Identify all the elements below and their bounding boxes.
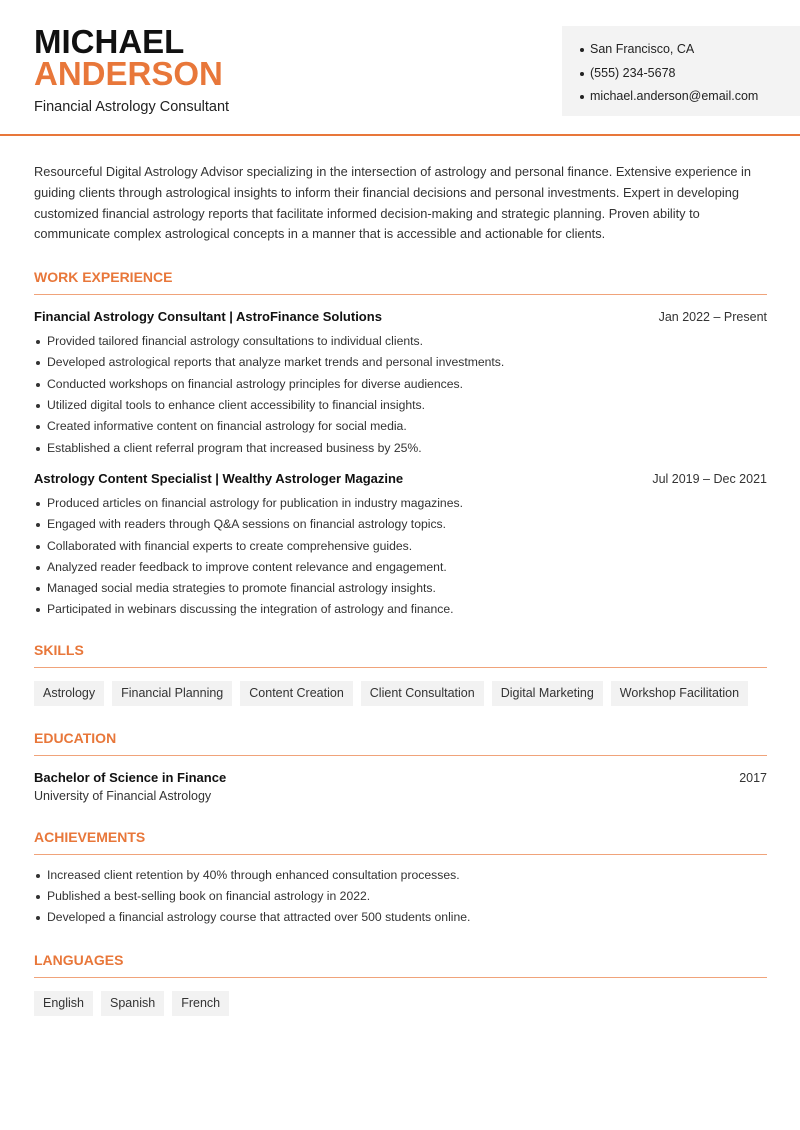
- skill-chip: Content Creation: [240, 681, 353, 706]
- skill-chip: Workshop Facilitation: [611, 681, 748, 706]
- job-dates: Jan 2022 – Present: [658, 310, 767, 325]
- skills-section: [34, 642, 767, 706]
- list-item: Conducted workshops on financial astrology principles for diverse audiences.: [34, 374, 767, 395]
- language-chip: English: [34, 991, 93, 1016]
- list-item: Utilized digital tools to enhance client accessibility to financial insights.: [34, 395, 767, 416]
- skill-chip: Client Consultation: [361, 681, 484, 706]
- section-title-skills: SKILLS: [34, 642, 767, 668]
- section-title-languages: LANGUAGES: [34, 952, 767, 978]
- school-name: University of Financial Astrology: [34, 788, 212, 803]
- skills-chips: [34, 681, 767, 706]
- skill-chip: Astrology: [34, 681, 104, 706]
- language-chip: French: [172, 991, 229, 1016]
- list-item: Established a client referral program that increased business by 25%.: [34, 438, 767, 459]
- achievement-bullets: [34, 865, 767, 929]
- job-entry: [34, 309, 767, 459]
- skill-chip: Digital Marketing: [492, 681, 603, 706]
- work-experience-section: [34, 269, 767, 621]
- list-item: Created informative content on financial astrology for social media.: [34, 416, 767, 437]
- list-item: Provided tailored financial astrology consultations to individual clients.: [34, 331, 767, 352]
- resume-header: [0, 0, 800, 136]
- job-role: Astrology Content Specialist | Wealthy Astrologer Magazine: [34, 470, 404, 486]
- section-title-achievements: ACHIEVEMENTS: [34, 829, 767, 855]
- list-item: Collaborated with financial experts to create comprehensive guides.: [34, 536, 767, 557]
- summary-paragraph: Resourceful Digital Astrology Advisor specializing in the intersection of astrology and personal finance. Extensive experience in guiding clients through astrological insights to inform their financial decisions and personal investments. Expert in developing customized financial astrology reports that facilitate informed decision-making and strategic planning. Proven ability to communicate complex astrological concepts in a manner that is accessible and actionable for clients.: [34, 164, 752, 242]
- languages-section: [34, 952, 767, 1016]
- list-item: Developed astrological reports that analyze market trends and personal investments.: [34, 352, 767, 373]
- skill-chip: Financial Planning: [112, 681, 232, 706]
- section-title-education: EDUCATION: [34, 730, 767, 756]
- job-bullets: [34, 493, 767, 621]
- achievements-section: [34, 829, 767, 929]
- list-item: Analyzed reader feedback to improve content relevance and engagement.: [34, 557, 767, 578]
- education-section: [34, 730, 767, 803]
- last-name: ANDERSON: [34, 55, 223, 92]
- contact-phone: (555) 234-5678: [580, 62, 800, 86]
- list-item: Published a best-selling book on financial astrology in 2022.: [34, 886, 767, 907]
- job-bullets: [34, 331, 767, 459]
- list-item: Engaged with readers through Q&A sessions on financial astrology topics.: [34, 514, 767, 535]
- contact-box: [562, 26, 800, 116]
- list-item: Increased client retention by 40% through enhanced consultation processes.: [34, 865, 767, 886]
- list-item: Participated in webinars discussing the integration of astrology and finance.: [34, 599, 767, 620]
- resume-body: [34, 162, 767, 1016]
- degree: Bachelor of Science in Finance: [34, 769, 227, 785]
- graduation-year: 2017: [739, 770, 767, 785]
- job-role: Financial Astrology Consultant | AstroFinance Solutions: [34, 309, 382, 325]
- job-entry: [34, 471, 767, 621]
- job-dates: Jul 2019 – Dec 2021: [652, 471, 767, 486]
- section-title-work: WORK EXPERIENCE: [34, 269, 767, 295]
- list-item: Managed social media strategies to promote financial astrology insights.: [34, 578, 767, 599]
- language-chips: [34, 991, 767, 1016]
- contact-email[interactable]: michael.anderson@email.com: [580, 85, 800, 109]
- list-item: Produced articles on financial astrology for publication in industry magazines.: [34, 493, 767, 514]
- first-name: MICHAEL: [34, 23, 185, 60]
- job-title: Financial Astrology Consultant: [34, 99, 230, 115]
- language-chip: Spanish: [101, 991, 164, 1016]
- list-item: Developed a financial astrology course that attracted over 500 students online.: [34, 907, 767, 928]
- contact-location: San Francisco, CA: [580, 38, 800, 62]
